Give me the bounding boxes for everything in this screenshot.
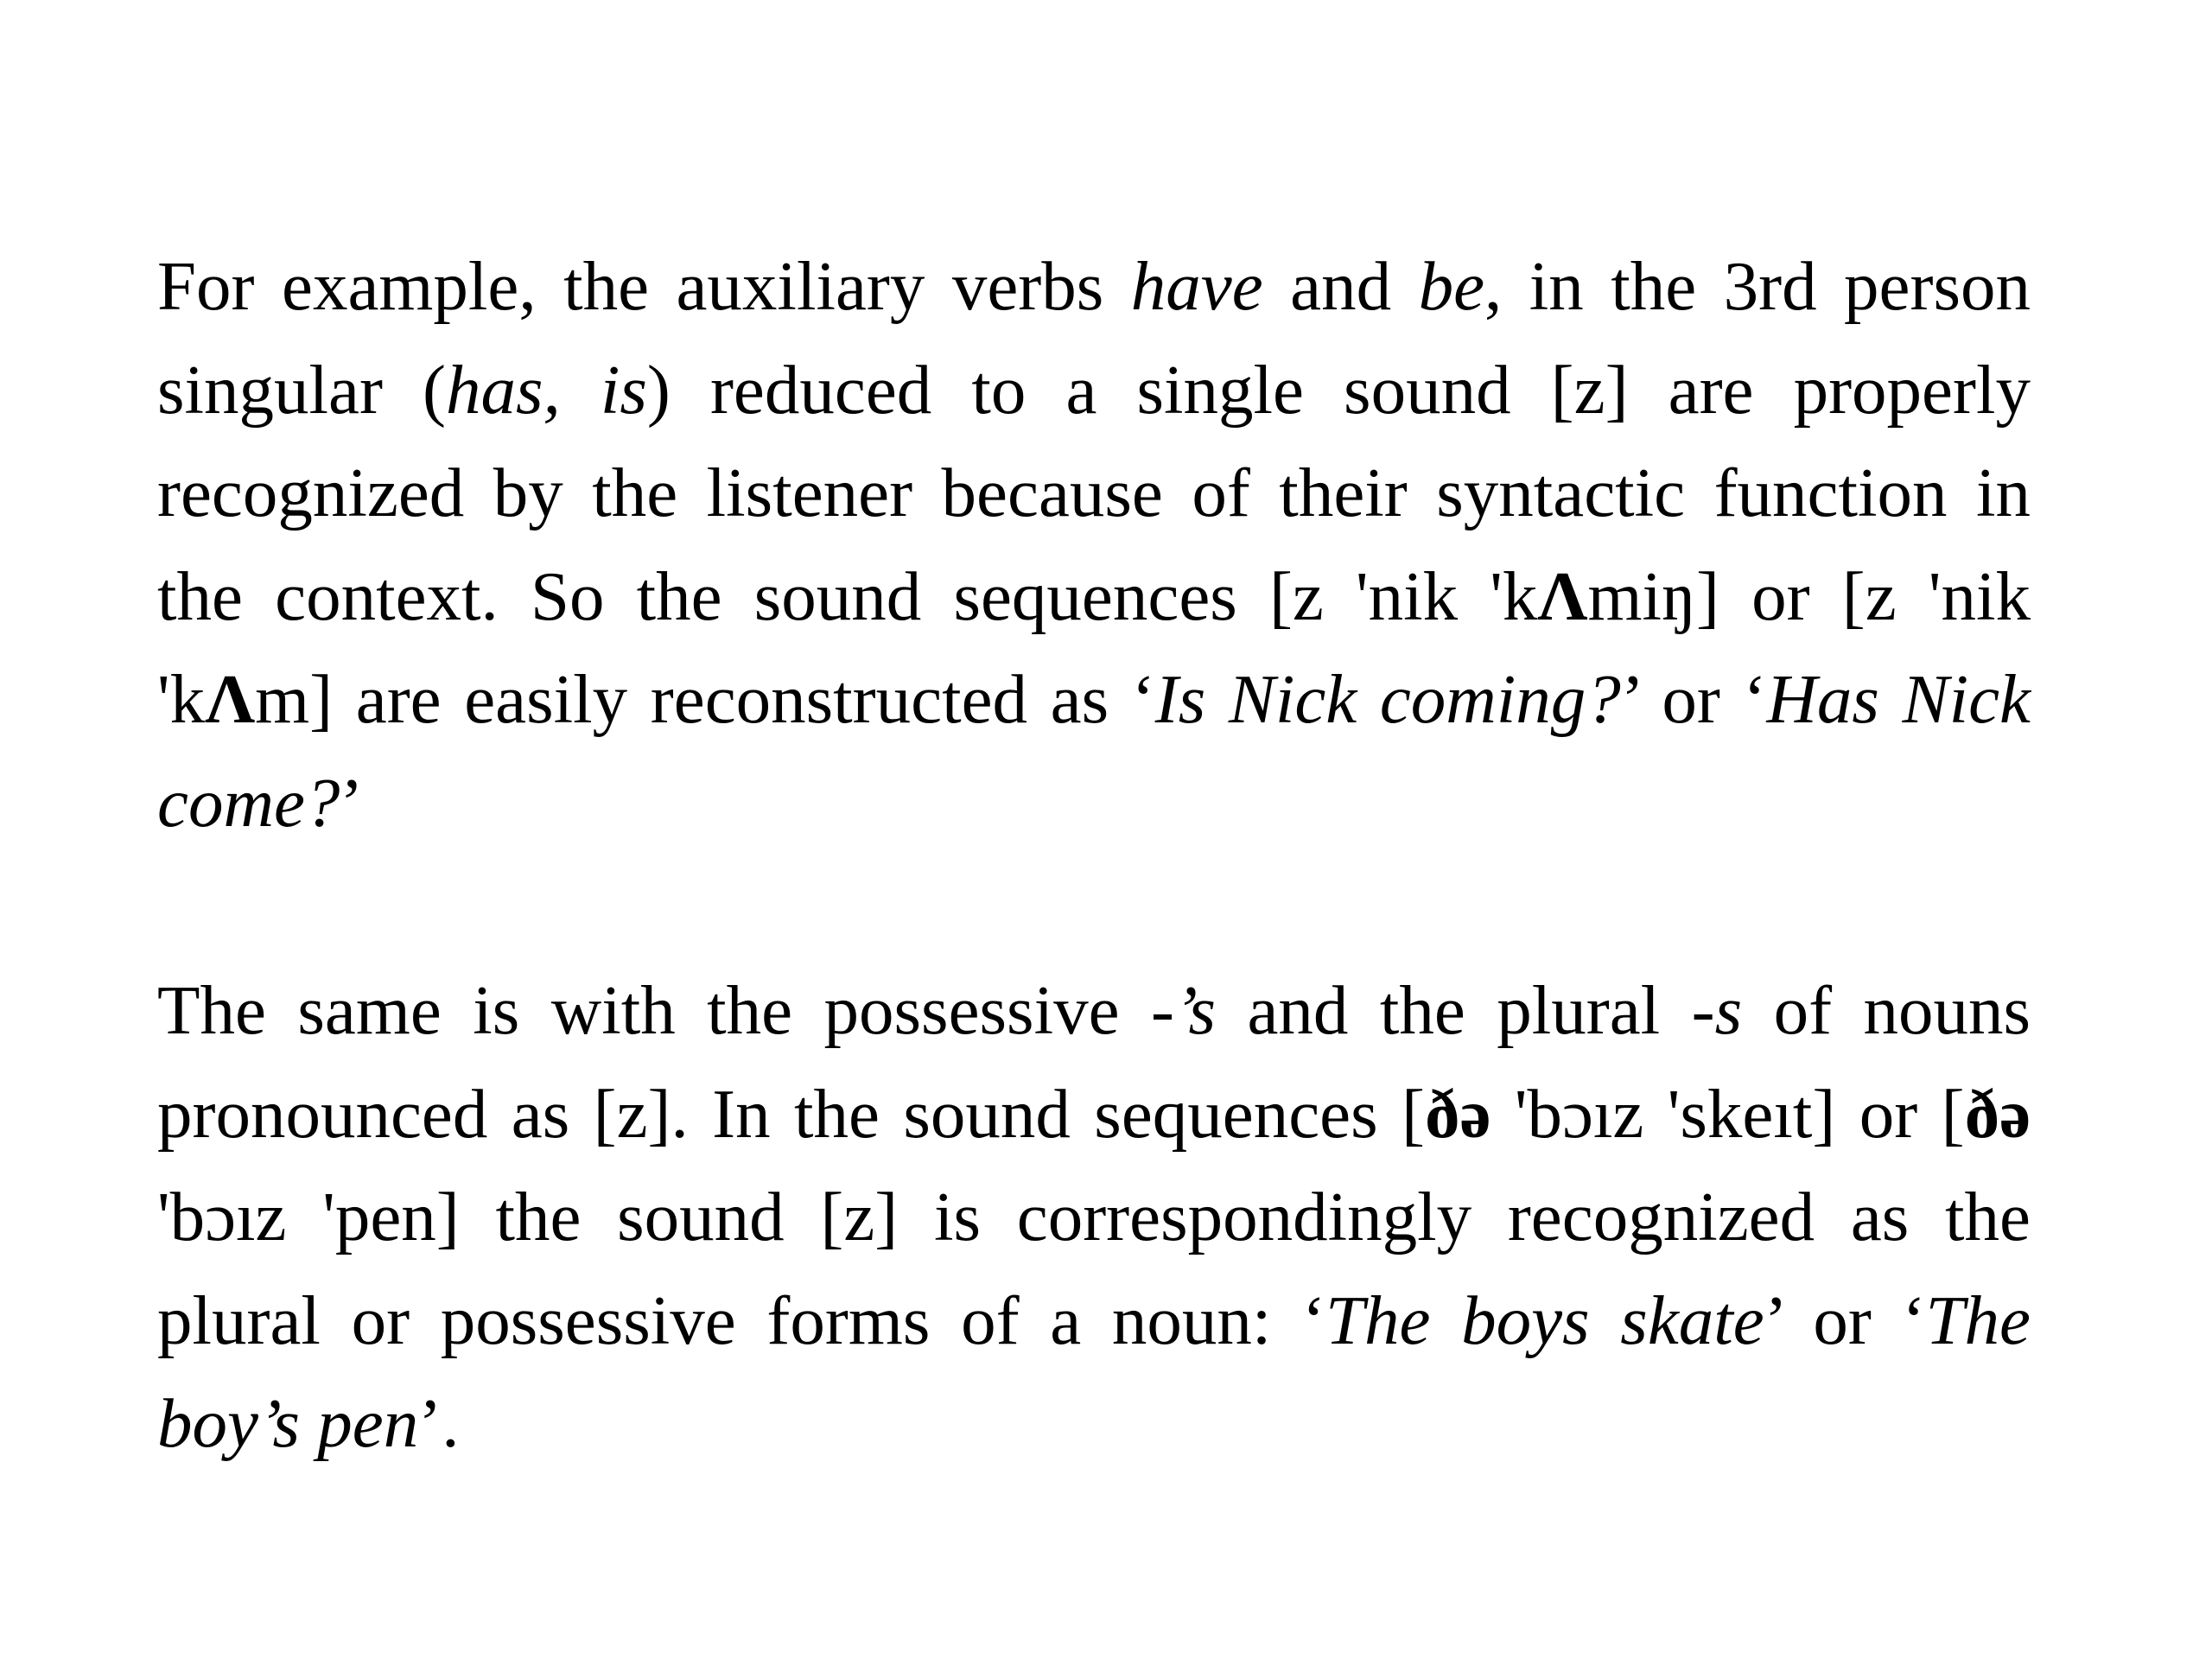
italic-text-run: ’s [1173,971,1217,1049]
italic-text-run: The boys skate [1325,1281,1764,1359]
paragraph-auxiliary-verbs [157,235,2031,855]
text-run: of nouns pronounced as [z]. In the sound sequences [ [157,971,2031,1153]
italic-text-run: have [1130,247,1263,325]
italic-text-run: be [1418,247,1485,325]
text-run: m] are easily reconstructed as ‘ [255,660,1155,738]
text-run: 'bɔız 'pen] the sound [z] is correspondingly recognized as the plural or possessive forms of a noun: ‘ [157,1178,2031,1359]
text-run: ’ or ‘ [1764,1281,1926,1359]
italic-text-run: Is Nick coming? [1154,660,1621,738]
bold-text-run: ðə [1964,1074,2031,1153]
bold-text-run: Λ [1537,556,1588,635]
text-run: ’ [340,763,364,842]
bold-text-run: ðə [1425,1074,1491,1153]
text-run: miŋ] or [z 'nik 'k [157,556,2031,738]
text-run: , in the 3rd person singular ( [157,247,2031,429]
bold-text-run: Λ [205,660,256,738]
paragraph-possessive-plural [157,959,2031,1476]
italic-text-run: Has Nick come? [157,660,2031,842]
text-run: ) reduced to a single sound [z] are properly recognized by the listener because of their syntactic function in the context. So the sound sequences [z 'nik 'k [157,350,2031,635]
text-run: and the plural - [1216,971,1715,1049]
text-run: 'bɔız 'skeıt] or [ [1491,1074,1965,1153]
text-run: ’. [418,1384,460,1462]
text-run: The same is with the possessive - [157,971,1174,1049]
italic-text-run: s [1714,971,1743,1049]
text-run: and [1262,247,1419,325]
italic-text-run: has, is [446,350,647,429]
text-run: For example, the auxiliary verbs [157,247,1131,325]
text-run: ’ or ‘ [1620,660,1767,738]
italic-text-run: The boy’s pen [157,1281,2031,1462]
